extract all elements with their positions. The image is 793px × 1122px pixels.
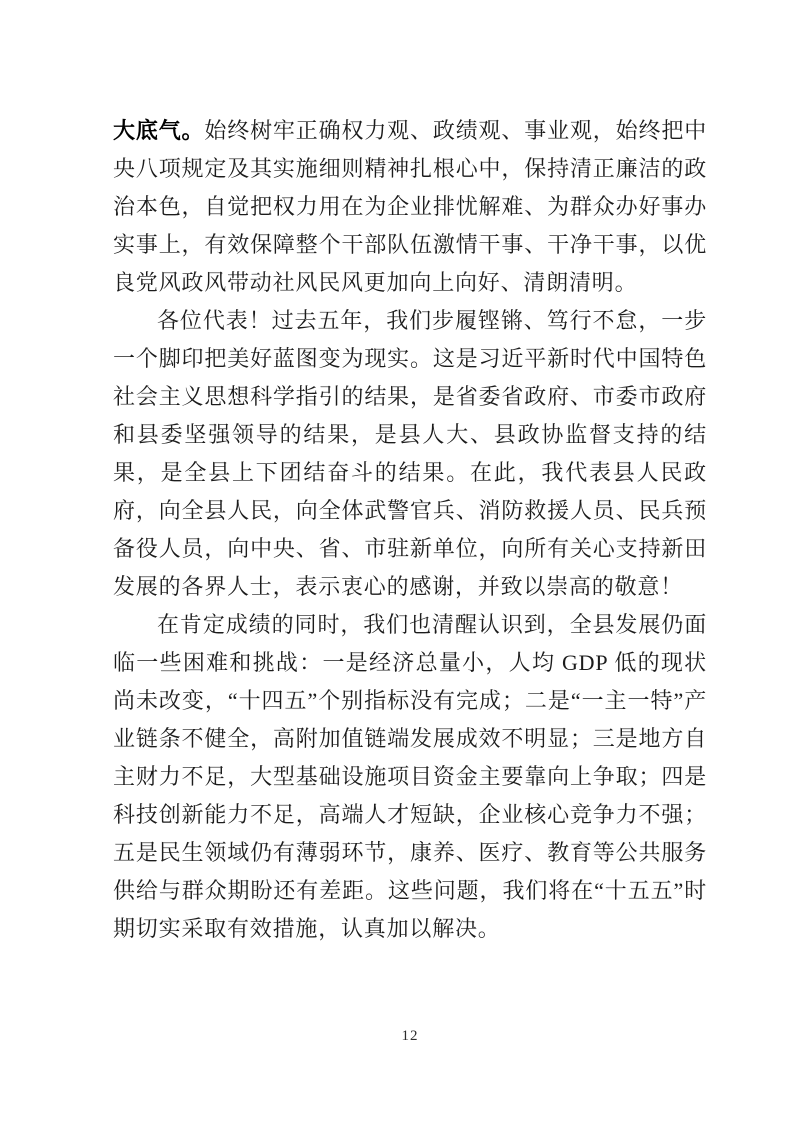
paragraph-acknowledgements xyxy=(113,302,707,606)
document-body xyxy=(113,112,707,948)
paragraph-text: 在肯定成绩的同时，我们也清醒认识到，全县发展仍面临一些困难和挑战：一是经济总量小，人均 GDP 低的现状尚未改变，“十四五”个别指标没有完成；二是“一主一特”产业链条不健全，高附加值链端发展成效不明显；三是地方自主财力不足，大型基础设施项目资金主要靠向上争取；四是科技创新能力不足，高端人才短缺，企业核心竞争力不强；五是民生领域仍有薄弱环节，康养、医疗、教育等公共服务供给与群众期盼还有差距。这些问题，我们将在“十五五”时期切实采取有效措施，认真加以解决。 xyxy=(113,612,707,941)
paragraph-text: 各位代表！过去五年，我们步履铿锵、笃行不怠，一步一个脚印把美好蓝图变为现实。这是习近平新时代中国特色社会主义思想科学指引的结果，是省委省政府、市委市政府和县委坚强领导的结果，是县人大、县政协监督支持的结果，是全县上下团结奋斗的结果。在此，我代表县人民政府，向全县人民，向全体武警官兵、消防救援人员、民兵预备役人员，向中央、省、市驻新单位，向所有关心支持新田发展的各界人士，表示衷心的感谢，并致以崇高的敬意！ xyxy=(113,308,707,599)
paragraph-political-integrity xyxy=(113,112,707,302)
paragraph-challenges xyxy=(113,606,707,948)
page-number: 12 xyxy=(401,1028,419,1044)
paragraph-bold-lead: 大底气。 xyxy=(113,118,205,143)
paragraph-text: 始终树牢正确权力观、政绩观、事业观，始终把中央八项规定及其实施细则精神扎根心中，保持清正廉洁的政治本色，自觉把权力用在为企业排忧解难、为群众办好事办实事上，有效保障整个干部队伍激情干事、干净干事，以优良党风政风带动社风民风更加向上向好、清朗清明。 xyxy=(113,118,707,295)
